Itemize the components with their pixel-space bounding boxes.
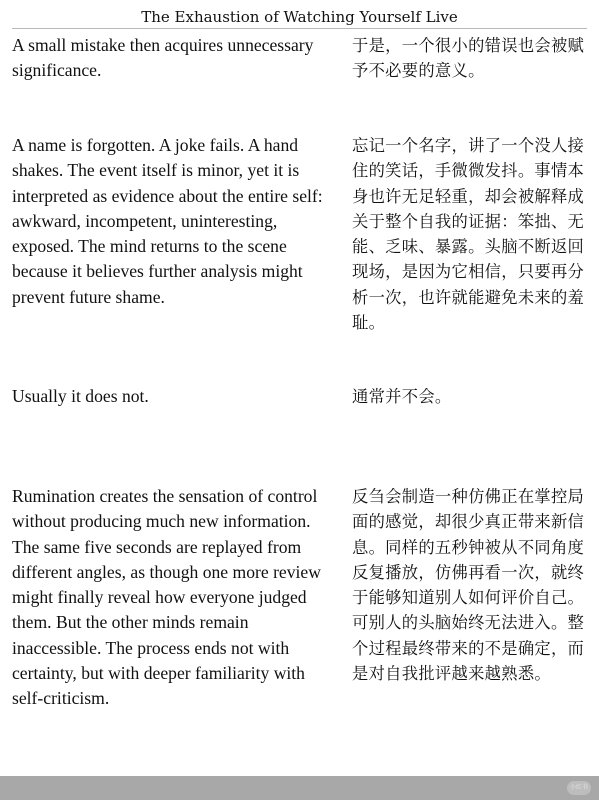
paragraph-zh-2: 忘记一个名字，讲了一个没人接住的笑话，手微微发抖。事情本身也许无足轻重，却会被解释成关于整个自我的证据：笨拙、无能、乏味、暴露。头脑不断返回现场，是因为它相信，只要再分析一次，也许就能避免未来的羞耻。: [352, 136, 585, 333]
paragraph-zh-1: 于是，一个很小的错误也会被赋予不必要的意义。: [352, 36, 585, 81]
watermark-logo: 小红书: [567, 781, 591, 795]
paragraph-en-4: Rumination creates the sensation of control without producing much new information. The same five seconds are replayed from different angles, as though one more review might finally reveal how everyone judged them. But the other minds remain inaccessible. The process ends not with certainty, but with deeper familiarity with self-criticism.: [12, 486, 321, 709]
paragraph-en-3: Usually it does not.: [12, 386, 149, 406]
paragraph-en-1: A small mistake then acquires unnecessary significance.: [12, 35, 314, 81]
paragraph-zh-4: 反刍会制造一种仿佛正在掌控局面的感觉，却很少真正带来新信息。同样的五秒钟被从不同角度反复播放，仿佛再看一次，就终于能够知道别人如何评价自己。可别人的头脑始终无法进入。整个过程最终带来的不是确定，而是对自我批评越来越熟悉。: [352, 487, 585, 684]
paragraph-zh-3: 通常并不会。: [352, 387, 452, 406]
paragraph-en-2: A name is forgotten. A joke fails. A hand shakes. The event itself is minor, yet it is interpreted as evidence about the entire self: awkward, incompetent, uninteresting, exposed. The mind returns to the scene because it believes further analysis might prevent future shame.: [12, 135, 323, 307]
footer-bar: [0, 776, 599, 800]
page-title: The Exhaustion of Watching Yourself Live: [12, 6, 587, 29]
